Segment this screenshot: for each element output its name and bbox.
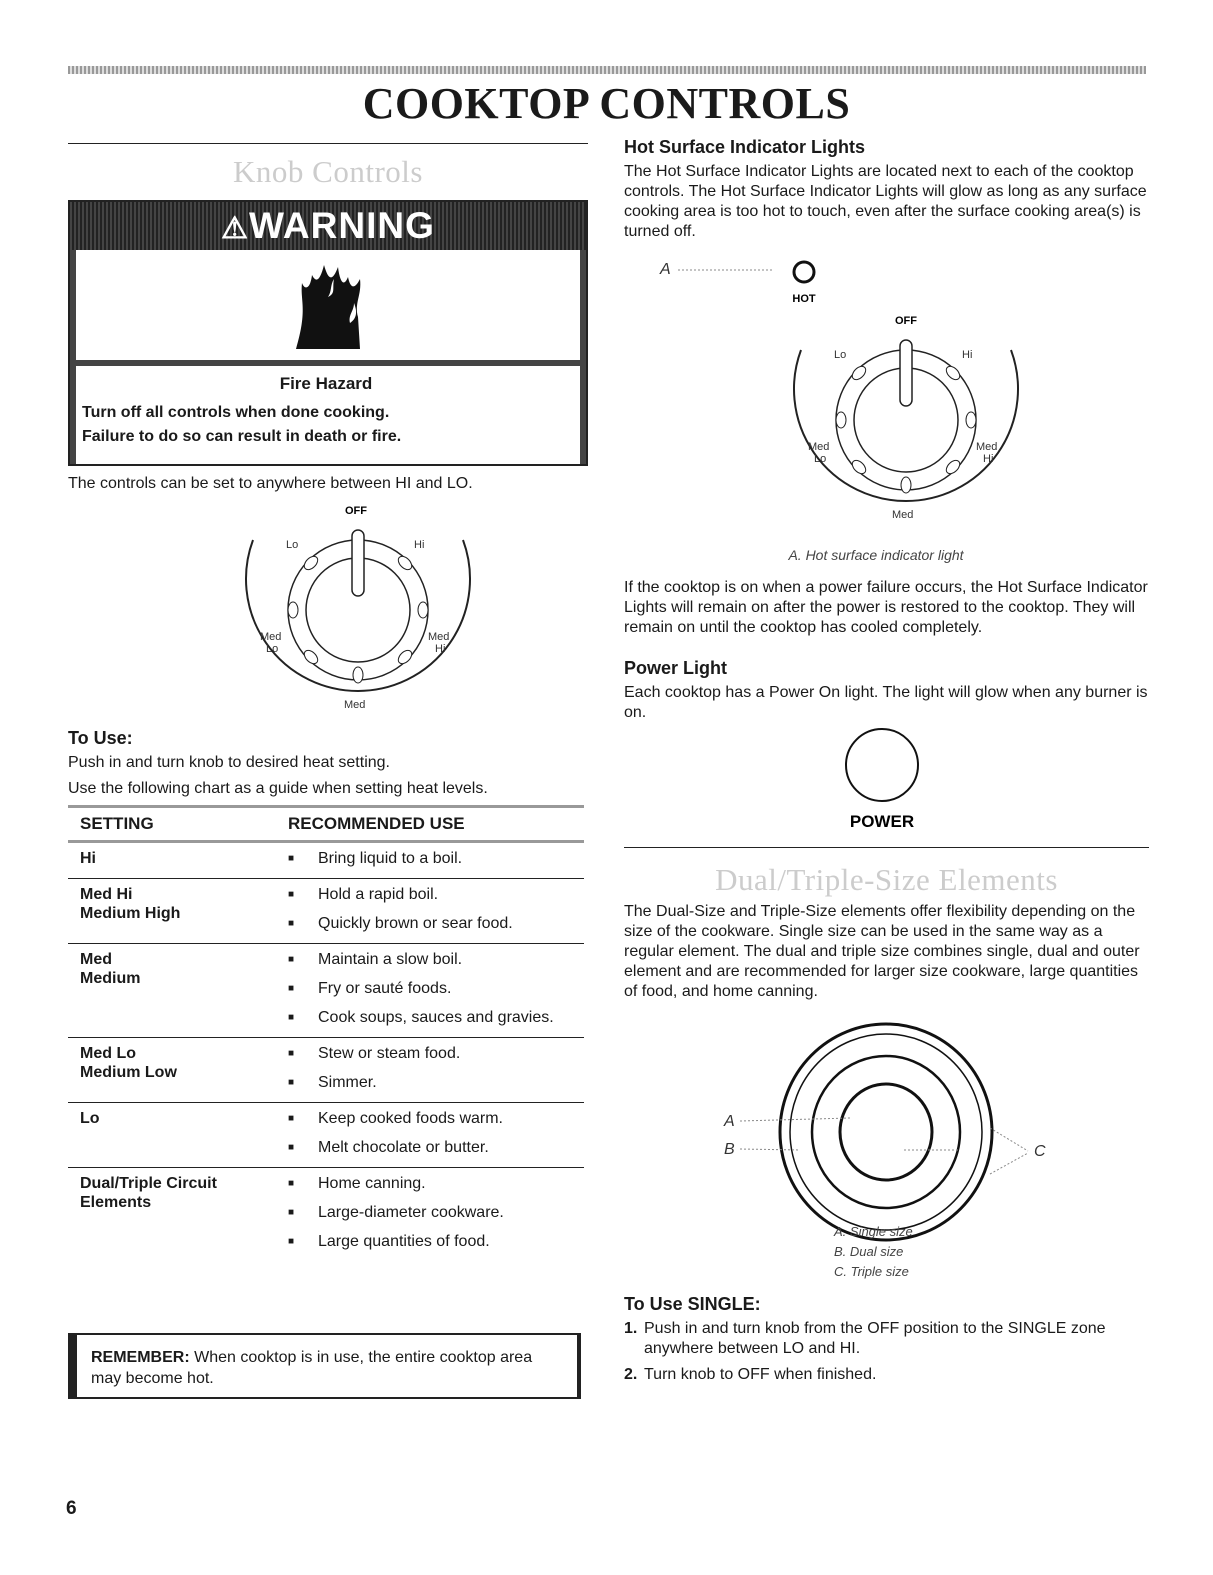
- setting-name: Med Hi: [80, 886, 133, 903]
- warning-line: Turn off all controls when done cooking.: [82, 404, 390, 421]
- to-use-step: Use the following chart as a guide when setting heat levels.: [68, 780, 488, 797]
- use-item: ■ Cook soups, sauces and gravies.: [288, 1008, 584, 1027]
- power-light-diagram: [624, 727, 1149, 835]
- step-text: Push in and turn knob from the OFF position to the SINGLE zone anywhere between LO and HI.: [644, 1320, 1106, 1357]
- dial-med-lo-label: Med: [260, 631, 282, 643]
- to-use-step: Push in and turn knob to desired heat setting.: [68, 754, 390, 771]
- dial-med-lo-label: Lo: [814, 453, 827, 465]
- hot-indicator-light-icon: [794, 262, 814, 282]
- remember-text: When cooktop is in use, the entire cooktop area may become hot.: [91, 1349, 533, 1387]
- fire-icon: [70, 250, 586, 360]
- dial-med-label: Med: [344, 699, 366, 711]
- warning-label: WARNING: [249, 205, 435, 246]
- divider: [68, 143, 588, 144]
- dual-elements-body: The Dual-Size and Triple-Size elements offer flexibility depending on the size of the cookware. Single size can be used in the same way as a regular element. The dual and triple size combines single, dual and outer element and are recommended for larger size cookware, large quantities of food, and home canning.: [624, 903, 1140, 1000]
- dial-lo-label: Lo: [286, 539, 299, 551]
- use-item: ■ Large quantities of food.: [288, 1232, 584, 1251]
- use-item: ■ Home canning.: [288, 1174, 584, 1193]
- dial-off-label: OFF: [345, 505, 367, 517]
- zone-caption: B. Dual size: [834, 1244, 904, 1259]
- column-header: RECOMMENDED USE: [288, 814, 465, 833]
- setting-name: Hi: [80, 850, 96, 867]
- dial-med-hi-label: Med: [976, 441, 998, 453]
- power-light-icon: [846, 729, 918, 801]
- callout-a-label: A: [660, 261, 671, 278]
- dial-lo-label: Lo: [834, 349, 847, 361]
- single-steps-list: [624, 1319, 1149, 1385]
- zone-caption: C. Triple size: [834, 1264, 909, 1279]
- list-item: [624, 1319, 1149, 1359]
- warning-body: [70, 366, 586, 464]
- uses-cell: [276, 879, 584, 944]
- step-number: 2.: [624, 1366, 638, 1383]
- power-light-title: Power Light: [624, 658, 727, 678]
- element-zones-diagram: [624, 1010, 1149, 1282]
- remember-box: [68, 1333, 581, 1399]
- hot-surface-body: The Hot Surface Indicator Lights are located next to each of the cooktop controls. The Hot Surface Indicator Lights will glow as long as any surface cooking area is too hot to touch, even after the surface cooking area(s) is turned off.: [624, 163, 1147, 240]
- dial-off-label: OFF: [895, 315, 917, 327]
- uses-cell: [276, 944, 584, 1038]
- zone-c-label: C: [1034, 1143, 1046, 1160]
- divider: [624, 847, 1149, 848]
- setting-cell: [68, 842, 276, 879]
- setting-cell: [68, 1168, 276, 1262]
- page-number: 6: [66, 1498, 77, 1519]
- use-item: ■ Simmer.: [288, 1073, 584, 1092]
- to-use-single-title: To Use SINGLE:: [624, 1294, 761, 1314]
- knob-dial-diagram: [68, 500, 588, 730]
- setting-name: Med: [80, 951, 112, 968]
- table-row: [68, 944, 584, 1038]
- column-header: SETTING: [80, 814, 154, 833]
- table-row: [68, 1168, 584, 1262]
- uses-cell: [276, 1103, 584, 1168]
- hot-surface-title: Hot Surface Indicator Lights: [624, 137, 866, 157]
- zone-caption: A. Single size: [834, 1224, 913, 1239]
- use-item: ■ Large-diameter cookware.: [288, 1203, 584, 1222]
- dial-med-hi-label: Hi: [435, 643, 446, 655]
- zone-a-label: A: [724, 1113, 735, 1130]
- left-column: [68, 143, 588, 1261]
- use-item: ■ Bring liquid to a boil.: [288, 849, 584, 868]
- uses-cell: [276, 1168, 584, 1262]
- power-light-body: Each cooktop has a Power On light. The light will glow when any burner is on.: [624, 684, 1148, 721]
- setting-subname: Elements: [80, 1194, 152, 1211]
- dial-med-hi-label: Med: [428, 631, 450, 643]
- warning-header: [70, 202, 586, 250]
- use-item: ■ Stew or steam food.: [288, 1044, 584, 1063]
- remember-label: REMEMBER:: [91, 1349, 190, 1366]
- use-item: ■ Quickly brown or sear food.: [288, 914, 584, 933]
- use-item: ■ Maintain a slow boil.: [288, 950, 584, 969]
- step-text: Turn knob to OFF when finished.: [644, 1366, 877, 1383]
- dial-med-lo-label: Med: [808, 441, 830, 453]
- table-row: [68, 842, 584, 879]
- table-row: [68, 1038, 584, 1103]
- power-label: POWER: [849, 812, 915, 831]
- setting-cell: [68, 1038, 276, 1103]
- dial-med-hi-label: Hi: [983, 453, 994, 465]
- table-header-row: [68, 807, 584, 842]
- warning-triangle-icon: ⚠: [221, 212, 250, 245]
- hot-surface-diagram: [624, 248, 1149, 566]
- knob-intro: The controls can be set to anywhere between HI and LO.: [68, 475, 473, 492]
- setting-subname: Medium High: [80, 905, 181, 922]
- dial-hi-label: Hi: [962, 349, 973, 361]
- use-item: ■ Fry or sauté foods.: [288, 979, 584, 998]
- setting-cell: [68, 879, 276, 944]
- setting-name: Dual/Triple Circuit: [80, 1175, 217, 1192]
- table-row: [68, 1103, 584, 1168]
- warning-box: [68, 200, 588, 466]
- hot-surface-body-2: If the cooktop is on when a power failure occurs, the Hot Surface Indicator Lights will remain on after the power is restored to the cooktop. They will remain on until the cooktop has cooled completely.: [624, 579, 1148, 636]
- page-title: COOKTOP CONTROLS: [362, 79, 851, 128]
- zone-b-label: B: [724, 1141, 735, 1158]
- dial-hi-label: Hi: [414, 539, 425, 551]
- hot-surface-caption: A. Hot surface indicator light: [788, 547, 964, 563]
- setting-subname: Medium: [80, 970, 141, 987]
- uses-cell: [276, 1038, 584, 1103]
- settings-table: [68, 805, 584, 1261]
- list-item: [624, 1365, 1149, 1385]
- dial-med-label: Med: [892, 509, 914, 521]
- hazard-title: Fire Hazard: [279, 374, 373, 393]
- uses-cell: [276, 842, 584, 879]
- right-column: [624, 137, 1149, 1391]
- warning-line: Failure to do so can result in death or fire.: [82, 428, 402, 445]
- step-number: 1.: [624, 1320, 638, 1337]
- setting-cell: [68, 944, 276, 1038]
- top-border-bar: [68, 66, 1146, 74]
- setting-name: Lo: [80, 1110, 100, 1127]
- setting-cell: [68, 1103, 276, 1168]
- table-row: [68, 879, 584, 944]
- use-item: ■ Keep cooked foods warm.: [288, 1109, 584, 1128]
- setting-subname: Medium Low: [80, 1064, 177, 1081]
- dual-elements-title: Dual/Triple-Size Elements: [715, 862, 1058, 897]
- setting-name: Med Lo: [80, 1045, 136, 1062]
- to-use-title: To Use:: [68, 728, 133, 748]
- use-item: ■ Hold a rapid boil.: [288, 885, 584, 904]
- knob-controls-title: Knob Controls: [233, 154, 423, 189]
- hot-label: HOT: [792, 293, 816, 305]
- use-item: ■ Melt chocolate or butter.: [288, 1138, 584, 1157]
- dial-med-lo-label: Lo: [266, 643, 279, 655]
